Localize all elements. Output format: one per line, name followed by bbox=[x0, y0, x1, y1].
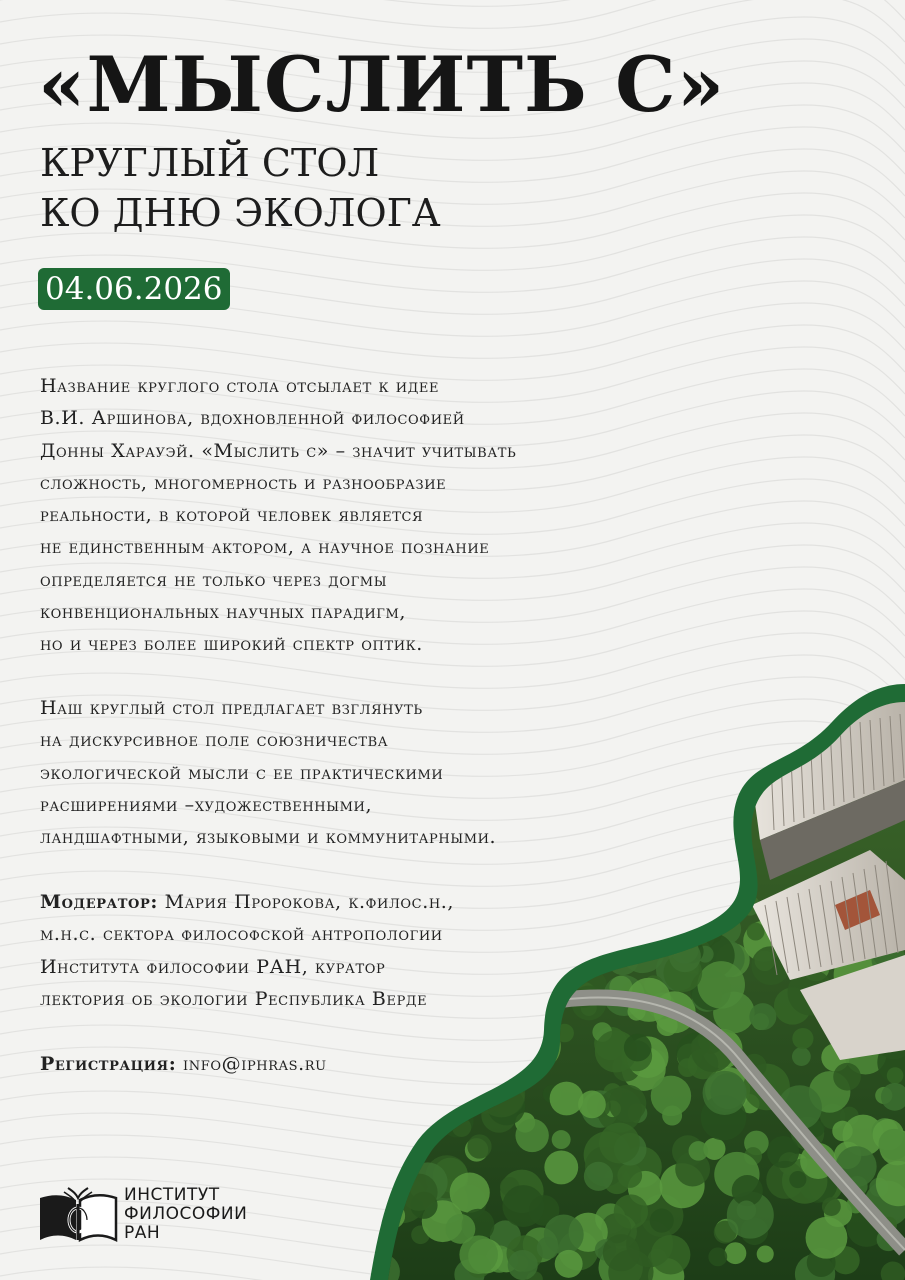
institute-logo bbox=[38, 1184, 298, 1244]
text-line: Института философии РАН, куратор bbox=[40, 955, 386, 978]
text-line: расширениями –художественными, bbox=[40, 793, 373, 816]
text-line: не единственным актором, а научное познание bbox=[40, 536, 490, 559]
moderator-label: Модератор: bbox=[40, 891, 158, 913]
text-line: Наш круглый стол предлагает взглянуть bbox=[40, 697, 423, 719]
logo-text bbox=[124, 1186, 247, 1243]
text-line: ландшафтными, языковыми и коммунитарными. bbox=[40, 826, 497, 849]
logo-text-line: ФИЛОСОФИИ bbox=[124, 1204, 248, 1224]
registration-email[interactable]: info@iphras.ru bbox=[176, 1053, 327, 1075]
text-line: конвенциональных научных парадигм, bbox=[40, 601, 407, 624]
text-line: экологической мысли с ее практическими bbox=[40, 761, 444, 784]
text-line: сложность, многомерность и разнообразие bbox=[40, 471, 447, 494]
registration-label: Регистрация: bbox=[40, 1053, 177, 1075]
text-line: Название круглого стола отсылает к идее bbox=[40, 375, 440, 397]
text-line: определяется не только через догмы bbox=[40, 568, 388, 591]
event-title: «МЫСЛИТЬ С» bbox=[38, 40, 726, 129]
text-line: Донны Харауэй. «Мыслить с» – значит учитывать bbox=[40, 439, 517, 462]
text-line: м.н.с. сектора философской антропологии bbox=[40, 923, 443, 946]
subtitle-line: КО ДНЮ ЭКОЛОГА bbox=[40, 191, 441, 235]
moderator-info bbox=[40, 886, 454, 1015]
moderator-name: Мария Пророкова, к.филос.н., bbox=[157, 891, 455, 913]
text-line: лектория об экологии Республика Верде bbox=[40, 987, 428, 1010]
event-subtitle bbox=[40, 138, 441, 238]
subtitle-line: КРУГЛЫЙ СТОЛ bbox=[40, 141, 380, 185]
text-line: на дискурсивное поле союзничества bbox=[40, 729, 389, 752]
moderator-line bbox=[40, 886, 454, 918]
description-paragraph-1 bbox=[40, 370, 516, 661]
description-paragraph-2 bbox=[40, 692, 496, 853]
registration-info bbox=[40, 1048, 327, 1080]
text-line: В.И. Аршинова, вдохновленной философией bbox=[40, 407, 465, 430]
open-book-phi-icon bbox=[38, 1184, 118, 1244]
event-date-badge: 04.06.2026 bbox=[38, 268, 230, 310]
logo-text-line: ИНСТИТУТ bbox=[124, 1185, 220, 1205]
logo-text-line: РАН bbox=[124, 1223, 161, 1243]
registration-line bbox=[40, 1048, 327, 1080]
text-line: реальности, в которой человек является bbox=[40, 504, 424, 527]
text-line: но и через более широкий спектр оптик. bbox=[40, 633, 423, 656]
